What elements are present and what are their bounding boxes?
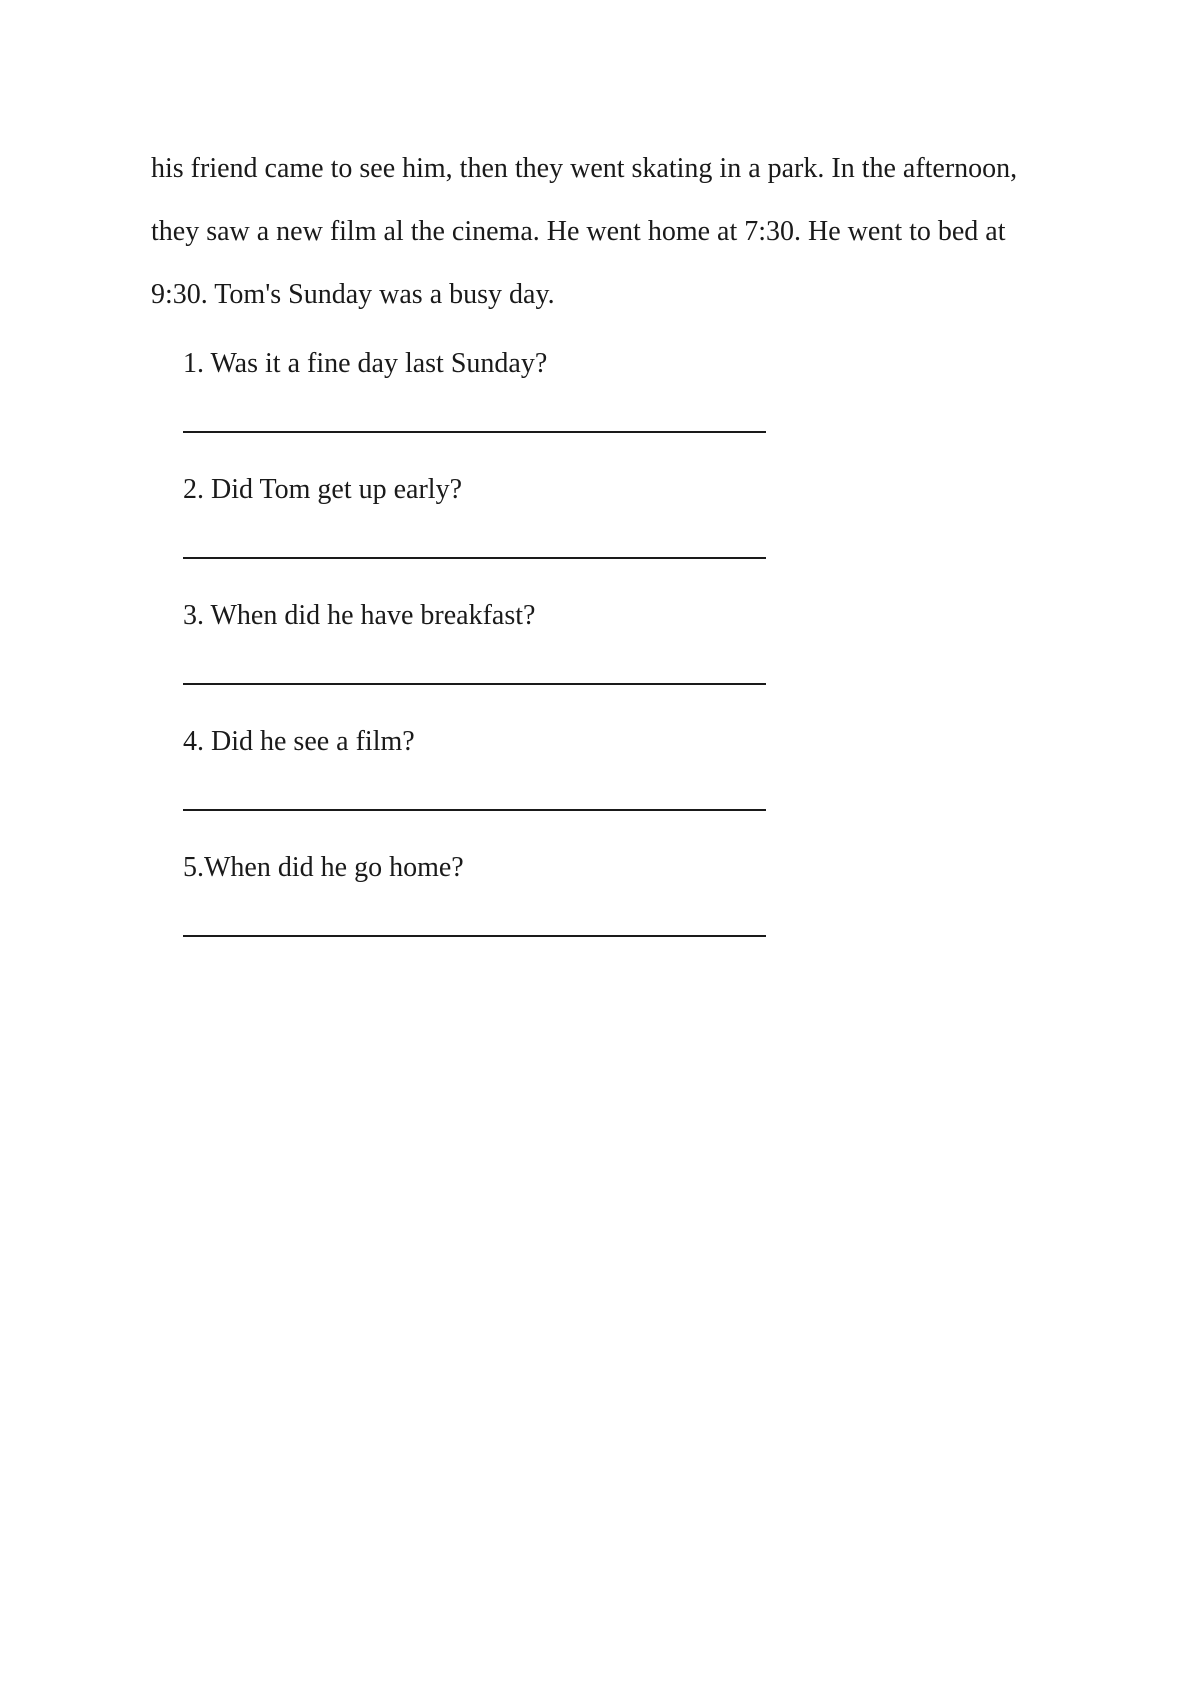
answer-blank-2[interactable] — [183, 557, 766, 559]
passage-line-1: his friend came to see him, then they went skating in a park. In the afternoon, — [151, 153, 1018, 184]
question-text: 1. Was it a fine day last Sunday? — [183, 348, 548, 379]
question-3 — [183, 599, 983, 725]
question-text: 3. When did he have breakfast? — [183, 600, 536, 631]
question-list — [183, 347, 983, 977]
answer-blank-4[interactable] — [183, 809, 766, 811]
reading-passage — [151, 152, 1051, 341]
answer-blank-5[interactable] — [183, 935, 766, 937]
question-1 — [183, 347, 983, 473]
passage-line-2: they saw a new film al the cinema. He went home at 7:30. He went to bed at — [151, 216, 1006, 247]
question-text: 2. Did Tom get up early? — [183, 474, 463, 505]
question-2 — [183, 473, 983, 599]
question-4 — [183, 725, 983, 851]
answer-blank-1[interactable] — [183, 431, 766, 433]
answer-blank-3[interactable] — [183, 683, 766, 685]
question-5 — [183, 851, 983, 977]
passage-line-3: 9:30. Tom's Sunday was a busy day. — [151, 279, 555, 310]
question-text: 5.When did he go home? — [183, 852, 464, 883]
question-text: 4. Did he see a film? — [183, 726, 415, 757]
